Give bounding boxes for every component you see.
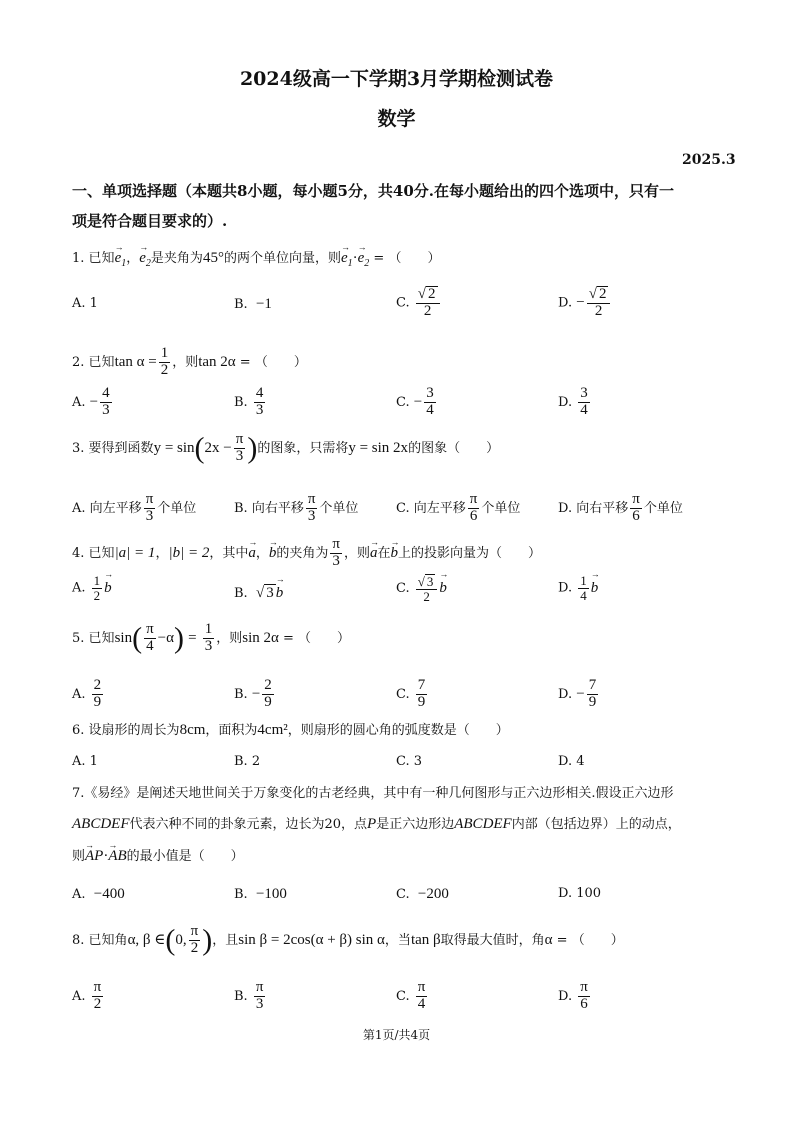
q1-option-c[interactable]: C. $\frac{√ 2}{2}$ [396, 286, 442, 320]
question-6: 6. 设扇形的周长为8cm，面积为4cm²，则扇形的圆心角的弧度数是（ ） [72, 722, 509, 738]
question-number: 5. [72, 631, 85, 646]
q1-option-b[interactable]: B. −1 [234, 296, 272, 312]
q3-option-c[interactable]: C. 向左平移 $\frac{\pi}{6}$ 个单位 [396, 491, 521, 524]
question-number: 3. [72, 441, 85, 456]
q2-option-d[interactable]: D. $\frac{3}{4}$ [558, 385, 588, 418]
q5-option-a[interactable]: A. $\frac{2}{9}$ [72, 677, 102, 710]
q1-option-d[interactable]: D. − $\frac{√ 2}{2}$ [558, 286, 612, 320]
vector-e2: → $e_2$ [139, 248, 151, 274]
question-7-line3: 则→ AP·→ AB的最小值是（ ） [72, 846, 244, 867]
q7-option-a[interactable]: A. −400 [72, 886, 125, 902]
q7-option-d[interactable]: D. 100 [558, 886, 602, 901]
question-2: 2. 已知tan α = $\frac{1}{2}$ ，则tan 2α = （ ） [72, 345, 307, 378]
question-number: 8. [72, 933, 85, 948]
question-number: 7. [72, 786, 85, 801]
q8-option-d[interactable]: D. $\frac{\pi}{6}$ [558, 979, 588, 1012]
question-number: 4. [72, 546, 85, 561]
exam-title: 2024级高一下学期3月学期检测试卷 [239, 68, 554, 90]
q8-option-b[interactable]: B. $\frac{\pi}{3}$ [234, 979, 264, 1012]
q8-option-c[interactable]: C. $\frac{\pi}{4}$ [396, 979, 426, 1012]
q4-option-d[interactable]: D. $\frac{1}{4}$ → b [558, 574, 598, 602]
question-number: 2. [72, 354, 85, 370]
q2-option-b[interactable]: B. $\frac{4}{3}$ [234, 385, 264, 418]
exam-date: 2025.3 [682, 152, 736, 168]
question-3: 3. 要得到函数y = sin(2x − $\frac{\pi}{3}$ )的图象，只需将y = sin 2x的图象（ ） [72, 431, 500, 465]
question-1: 1. 已知→ $e_1$，→ $e_2$是夹角为45°的两个单位向量，则→ $e_1\cdot\to e_2$ = （ ） [72, 248, 440, 274]
subject-title: 数学 [377, 108, 416, 130]
question-7-line2: ABCDEF代表六种不同的卦象元素，边长为20，点P是正六边形边ABCDEF内部（包括边界）上的动点， [72, 816, 681, 832]
question-5: 5. 已知sin( $\frac{\pi}{4}$ −α) = $\frac{1}{3}$ ，则sin 2α = （ ） [72, 621, 351, 655]
question-number: 6. [72, 723, 85, 738]
q4-option-b[interactable]: B. √ 3→ b [234, 584, 283, 602]
q3-option-b[interactable]: B. 向右平移 $\frac{\pi}{3}$ 个单位 [234, 491, 359, 524]
q3-option-a[interactable]: A. 向左平移 $\frac{\pi}{3}$ 个单位 [72, 491, 197, 524]
q6-option-b[interactable]: B. 2 [234, 754, 261, 769]
q6-option-a[interactable]: A. 1 [72, 754, 98, 769]
q8-option-a[interactable]: A. $\frac{\pi}{2}$ [72, 979, 102, 1012]
q7-option-c[interactable]: C. −200 [396, 886, 449, 902]
q2-option-a[interactable]: A. − $\frac{4}{3}$ [72, 385, 110, 418]
q1-option-a[interactable]: A. 1 [72, 296, 98, 311]
q6-option-c[interactable]: C. 3 [396, 754, 423, 769]
angle-45: 45° [202, 250, 224, 266]
question-4: 4. 已知|a| = 1，|b| = 2，其中→ a，→ b的夹角为 $\frac{\pi}{3}$ ，则→ a在→ b上的投影向量为（ ） [72, 536, 541, 571]
q5-option-c[interactable]: C. $\frac{7}{9}$ [396, 677, 426, 710]
question-7-line1: 7.《易经》是阐述天地世间关于万象变化的古老经典，其中有一种几何图形与正六边形相关.假设正六边形 [72, 786, 674, 801]
q2-option-c[interactable]: C. − $\frac{3}{4}$ [396, 385, 434, 418]
question-8: 8. 已知角α, β ∈(0, $\frac{\pi}{2}$ )，且sin β = 2cos(α + β) sin α，当tan β取得最大值时，角α = （ ） [72, 923, 624, 957]
page-footer: 第1页/共4页 [362, 1028, 431, 1042]
section-heading-line2: 项是符合题目要求的）. [72, 212, 228, 230]
q3-option-d[interactable]: D. 向右平移 $\frac{\pi}{6}$ 个单位 [558, 491, 683, 524]
q4-option-c[interactable]: C. $\frac{√ 3}{2}$ → b [396, 574, 447, 603]
q6-option-d[interactable]: D. 4 [558, 754, 585, 769]
section-heading-line1: 一、单项选择题（本题共8小题，每小题5分，共40分.在每小题给出的四个选项中，只有一 [72, 182, 674, 200]
q4-option-a[interactable]: A. $\frac{1}{2}$ → b [72, 574, 112, 602]
q5-option-b[interactable]: B. − $\frac{2}{9}$ [234, 677, 272, 710]
q5-option-d[interactable]: D. − $\frac{7}{9}$ [558, 677, 597, 710]
question-number: 1. [72, 251, 85, 266]
vector-e1: → $e_1$ [115, 248, 127, 274]
q7-option-b[interactable]: B. −100 [234, 886, 287, 902]
